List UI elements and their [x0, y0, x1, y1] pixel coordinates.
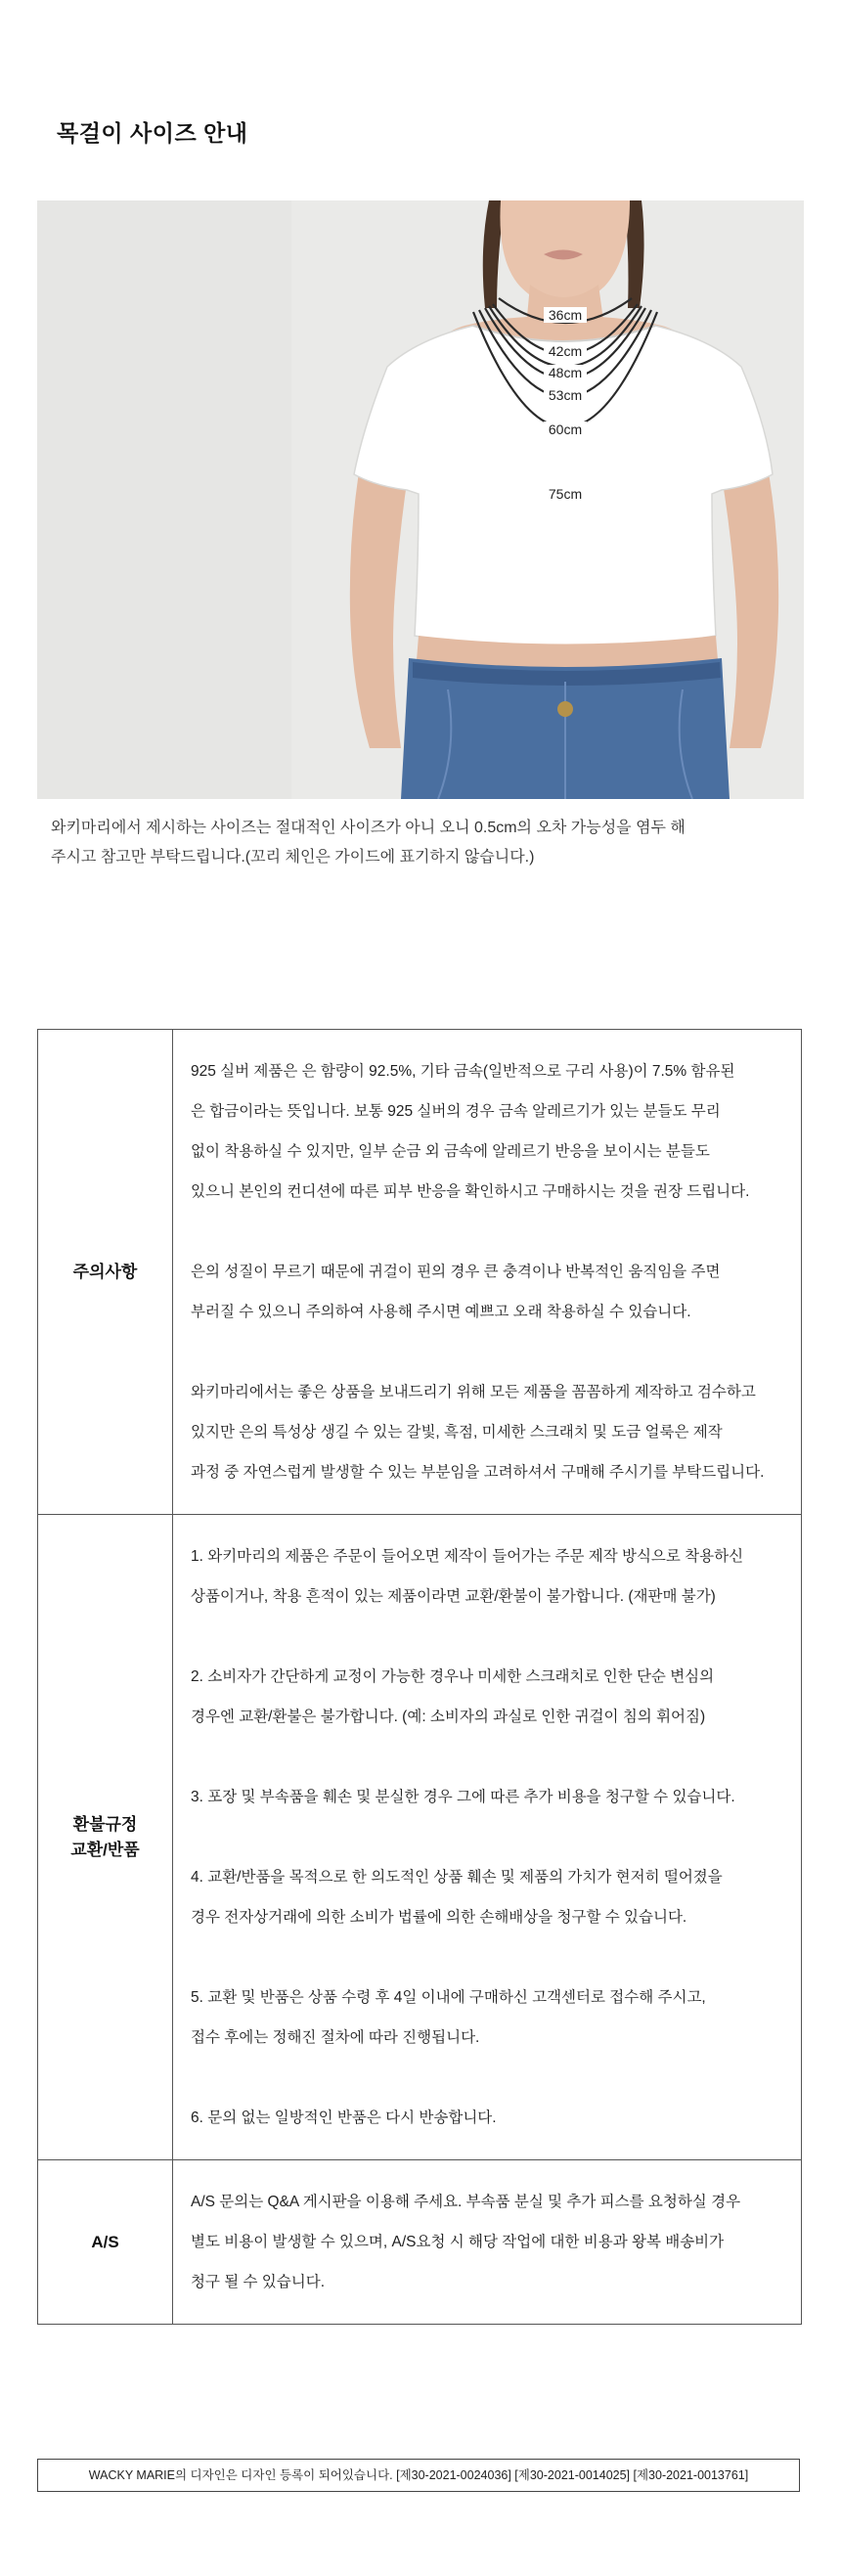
- caution-heading: 주의사항: [38, 1030, 173, 1515]
- refund-body: [173, 1515, 802, 2160]
- caution-paragraph: 925 실버 제품은 은 함량이 92.5%, 기타 금속(일반적으로 구리 사용)이 7.5% 함유된 은 합금이라는 뜻입니다. 보통 925 실버의 경우 금속 알레르기가 있는 분들도 무리 없이 착용하실 수 있지만, 일부 순금 외 금속에 알레르기 반응을 보이시는 분들도 있으니 본인의 컨디션에 따른 피부 반응을 확인하시고 구매하시는 것을 권장 드립니다.: [191, 1063, 750, 1200]
- design-registration-footer: WACKY MARIE의 디자인은 디자인 등록이 되어있습니다. [제30-2021-0024036] [제30-2021-0014025] [제30-2021-0013761]: [37, 2459, 800, 2492]
- refund-paragraph: 1. 와키마리의 제품은 주문이 들어오면 제작이 들어가는 주문 제작 방식으로 착용하신 상품이거나, 착용 흔적이 있는 제품이라면 교환/환불이 불가합니다. (재판매 불가): [191, 1548, 744, 1605]
- refund-paragraph: 3. 포장 및 부속품을 훼손 및 분실한 경우 그에 따른 추가 비용을 청구할 수 있습니다.: [191, 1789, 735, 1805]
- as-paragraph: A/S 문의는 Q&A 게시판을 이용해 주세요. 부속품 분실 및 추가 피스를 요청하실 경우 별도 비용이 발생할 수 있으며, A/S요청 시 해당 작업에 대한 비용과 왕복 배송비가 청구 될 수 있습니다.: [191, 2194, 741, 2290]
- policy-table: [37, 1029, 802, 2325]
- size-label-75: 75cm: [548, 486, 583, 502]
- refund-paragraph: 5. 교환 및 반품은 상품 수령 후 4일 이내에 구매하신 고객센터로 접수해 주시고, 접수 후에는 정해진 절차에 따라 진행됩니다.: [191, 1989, 706, 2046]
- model-size-photo: [37, 200, 804, 799]
- refund-paragraph: 2. 소비자가 간단하게 교정이 가능한 경우나 미세한 스크래치로 인한 단순 변심의 경우엔 교환/환불은 불가합니다. (예: 소비자의 과실로 인한 귀걸이 침의 휘어짐): [191, 1668, 715, 1725]
- page-title: 목걸이 사이즈 안내: [57, 120, 248, 146]
- size-label-48: 48cm: [548, 365, 583, 380]
- size-label-53: 53cm: [548, 387, 583, 403]
- refund-heading: 환불규정 교환/반품: [38, 1515, 173, 2160]
- as-body: [173, 2160, 802, 2325]
- size-note-line: 와키마리에서 제시하는 사이즈는 절대적인 사이즈가 아니 오니 0.5cm의 오차 가능성을 염두 해: [51, 820, 686, 836]
- size-label-36: 36cm: [548, 307, 583, 323]
- policy-row-as: [38, 2160, 802, 2325]
- caution-body: [173, 1030, 802, 1515]
- size-label-60: 60cm: [548, 422, 583, 437]
- size-note-line: 주시고 참고만 부탁드립니다.(꼬리 체인은 가이드에 표기하지 않습니다.): [51, 849, 535, 866]
- caution-paragraph: 은의 성질이 무르기 때문에 귀걸이 핀의 경우 큰 충격이나 반복적인 움직임을 주면 부러질 수 있으니 주의하여 사용해 주시면 예쁘고 오래 착용하실 수 있습니다.: [191, 1264, 721, 1320]
- policy-row-caution: [38, 1030, 802, 1515]
- size-note: [51, 814, 796, 872]
- refund-paragraph: 4. 교환/반품을 목적으로 한 의도적인 상품 훼손 및 제품의 가치가 현저히 떨어졌을 경우 전자상거래에 의한 소비가 법률에 의한 손해배상을 청구할 수 있습니다.: [191, 1869, 723, 1926]
- caution-paragraph: 와키마리에서는 좋은 상품을 보내드리기 위해 모든 제품을 꼼꼼하게 제작하고 검수하고 있지만 은의 특성상 생길 수 있는 갈빛, 흑점, 미세한 스크래치 및 도금 얼룩은 제작 과정 중 자연스럽게 발생할 수 있는 부분임을 고려하셔서 구매해 주시기를 부탁드립니다.: [191, 1384, 765, 1481]
- size-label-42: 42cm: [548, 343, 583, 359]
- as-heading: A/S: [38, 2160, 173, 2325]
- refund-paragraph: 6. 문의 없는 일방적인 반품은 다시 반송합니다.: [191, 2110, 497, 2126]
- policy-row-refund: [38, 1515, 802, 2160]
